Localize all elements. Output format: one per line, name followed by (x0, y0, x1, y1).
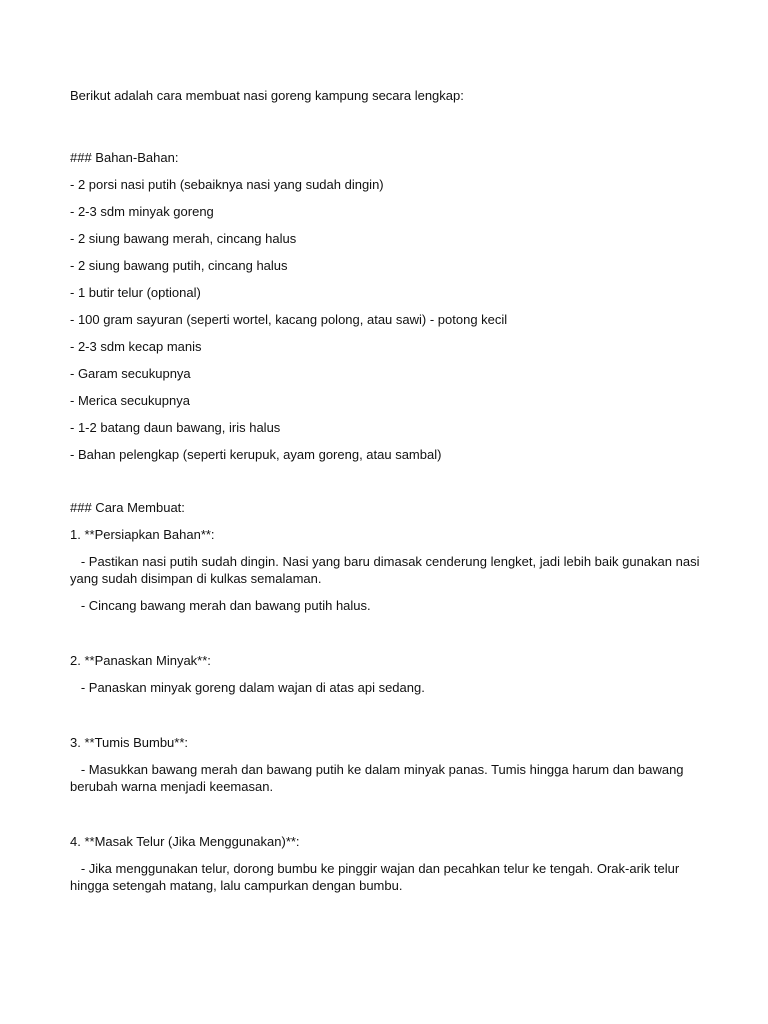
step-detail: - Jika menggunakan telur, dorong bumbu ke pinggir wajan dan pecahkan telur ke tengah. Orak-arik telur hingga setengah matang, lalu campurkan dengan bumbu. (70, 861, 683, 893)
list-item: - 1 butir telur (optional) (70, 285, 201, 300)
step-detail: - Panaskan minyak goreng dalam wajan di atas api sedang. (70, 680, 425, 695)
list-item: - 2 siung bawang merah, cincang halus (70, 231, 297, 246)
list-item: - 2-3 sdm kecap manis (70, 339, 202, 354)
list-item: - 2 porsi nasi putih (sebaiknya nasi yang sudah dingin) (70, 177, 384, 192)
list-item: - 1-2 batang daun bawang, iris halus (70, 420, 281, 435)
document-page (70, 87, 704, 904)
list-item: - Bahan pelengkap (seperti kerupuk, ayam goreng, atau sambal) (70, 447, 442, 462)
list-item: - 2 siung bawang putih, cincang halus (70, 258, 288, 273)
list-item: - 2-3 sdm minyak goreng (70, 204, 214, 219)
step-title: 1. **Persiapkan Bahan**: (70, 527, 215, 542)
list-item: - Merica secukupnya (70, 393, 190, 408)
method-heading: ### Cara Membuat: (70, 500, 185, 515)
step-detail: - Cincang bawang merah dan bawang putih halus. (70, 598, 371, 613)
step-detail: - Pastikan nasi putih sudah dingin. Nasi yang baru dimasak cenderung lengket, jadi lebih baik gunakan nasi yang sudah disimpan di kulkas semalaman. (70, 554, 704, 586)
step-detail: - Masukkan bawang merah dan bawang putih ke dalam minyak panas. Tumis hingga harum dan bawang berubah warna menjadi keemasan. (70, 762, 688, 794)
step-title: 2. **Panaskan Minyak**: (70, 653, 211, 668)
intro-text: Berikut adalah cara membuat nasi goreng kampung secara lengkap: (70, 88, 464, 103)
list-item: - Garam secukupnya (70, 366, 191, 381)
list-item: - 100 gram sayuran (seperti wortel, kacang polong, atau sawi) - potong kecil (70, 312, 508, 327)
method-steps (70, 526, 704, 894)
step-title: 3. **Tumis Bumbu**: (70, 735, 189, 750)
ingredients-heading: ### Bahan-Bahan: (70, 150, 179, 165)
step-title: 4. **Masak Telur (Jika Menggunakan)**: (70, 834, 300, 849)
ingredients-list (70, 176, 700, 463)
